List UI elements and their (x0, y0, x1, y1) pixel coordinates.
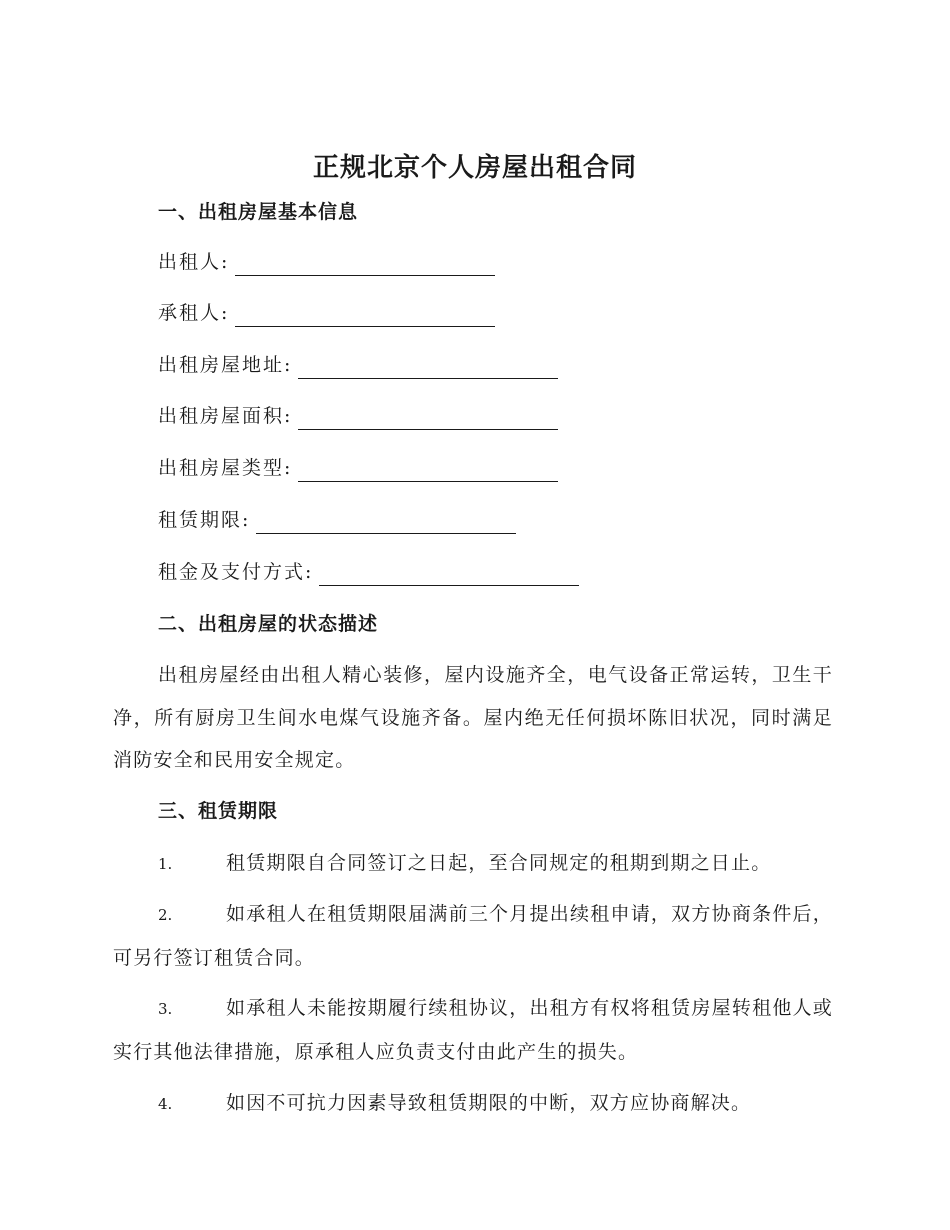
address-label: 出租房屋地址: (158, 354, 293, 376)
list-item (113, 893, 833, 979)
lessee-label: 承租人: (158, 302, 230, 324)
lessor-field (158, 248, 495, 276)
area-field (158, 402, 558, 430)
list-item (113, 842, 833, 886)
lease-term-blank-line (256, 511, 516, 534)
area-label: 出租房屋面积: (158, 405, 293, 427)
list-item (113, 987, 833, 1073)
lessee-field (158, 299, 495, 327)
list-item-text: 如承租人在租赁期限届满前三个月提出续租申请，双方协商条件后，可另行签订租赁合同。 (113, 903, 833, 969)
list-item-text: 如因不可抗力因素导致租赁期限的中断，双方应协商解决。 (226, 1092, 752, 1114)
lease-term-field (158, 506, 516, 534)
section-3-heading: 三、租赁期限 (158, 800, 279, 822)
list-item-number: 1. (158, 855, 173, 873)
rent-payment-field (158, 558, 579, 586)
list-item-number: 4. (158, 1095, 173, 1113)
list-item-number: 3. (158, 1000, 173, 1018)
lease-term-label: 租赁期限: (158, 509, 251, 531)
lessor-label: 出租人: (158, 251, 230, 273)
list-item-number: 2. (158, 906, 173, 924)
document-title: 正规北京个人房屋出租合同 (312, 153, 637, 183)
section-1-heading: 一、出租房屋基本信息 (158, 201, 359, 223)
type-field (158, 454, 558, 482)
type-label: 出租房屋类型: (158, 457, 293, 479)
address-blank-line (298, 356, 558, 379)
lessor-blank-line (235, 253, 495, 276)
section-2-heading: 二、出租房屋的状态描述 (158, 613, 379, 635)
rent-payment-blank-line (319, 563, 579, 586)
list-item-text: 租赁期限自合同签订之日起，至合同规定的租期到期之日止。 (226, 852, 772, 874)
list-item-text: 如承租人未能按期履行续租协议，出租方有权将租赁房屋转租他人或实行其他法律措施，原承租人应负责支付由此产生的损失。 (113, 997, 833, 1063)
area-blank-line (298, 407, 558, 430)
lessee-blank-line (235, 304, 495, 327)
section-2-paragraph: 出租房屋经由出租人精心装修，屋内设施齐全，电气设备正常运转，卫生干净，所有厨房卫生间水电煤气设施齐备。屋内绝无任何损坏陈旧状况，同时满足消防安全和民用安全规定。 (113, 664, 833, 771)
type-blank-line (298, 459, 558, 482)
rent-payment-label: 租金及支付方式: (158, 561, 314, 583)
list-item (113, 1082, 833, 1126)
address-field (158, 351, 558, 379)
